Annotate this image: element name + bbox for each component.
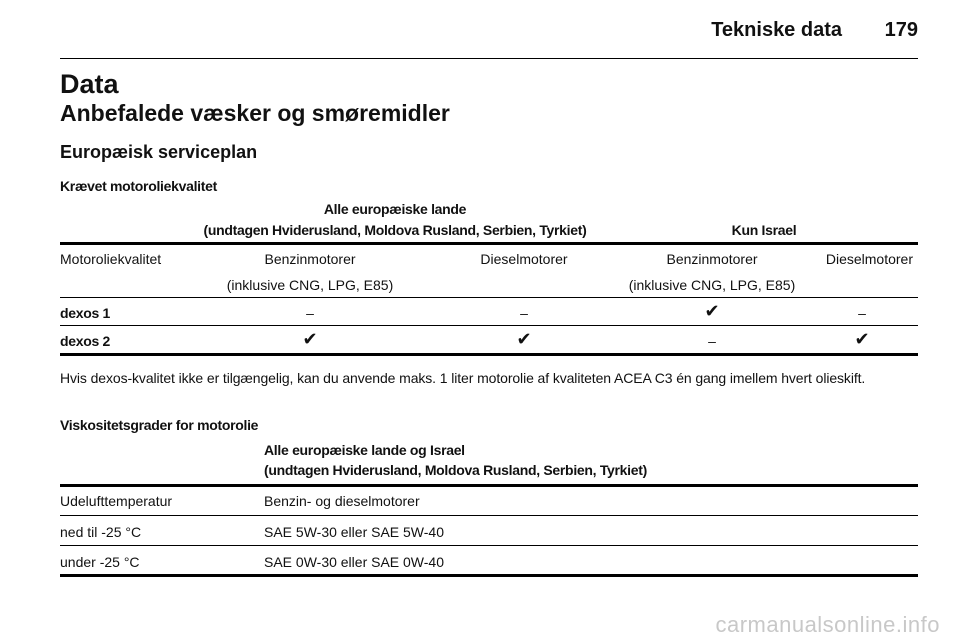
check-icon: ✔ bbox=[516, 329, 532, 349]
cell-value: – bbox=[306, 305, 314, 321]
watermark: carmanualsonline.info bbox=[715, 612, 940, 637]
table1-caption: Krævet motoroliekvalitet bbox=[60, 178, 217, 194]
col-petrol-israel: Benzinmotorer bbox=[666, 251, 758, 267]
col-engines: Benzin- og dieselmotorer bbox=[264, 493, 420, 509]
dexos-note: Hvis dexos-kvalitet ikke er tilgængelig, kan du anvende maks. 1 liter motorolie af kvaliteten ACEA C3 én gang imellem hvert olieskift. bbox=[60, 370, 866, 386]
section-heading: Europæisk serviceplan bbox=[60, 142, 258, 162]
group-israel-heading: Kun Israel bbox=[731, 222, 797, 238]
page-header bbox=[60, 14, 918, 59]
table2-caption: Viskositetsgrader for motorolie bbox=[60, 417, 259, 433]
page-title: Data bbox=[60, 69, 119, 99]
cell-value: – bbox=[858, 305, 866, 321]
row-label: dexos 1 bbox=[60, 305, 111, 321]
check-icon: ✔ bbox=[302, 329, 318, 349]
oil-cell: SAE 5W-30 eller SAE 5W-40 bbox=[264, 524, 445, 540]
cell-value: – bbox=[520, 305, 528, 321]
col-petrol-europe: Benzinmotorer bbox=[264, 251, 356, 267]
section-title: Tekniske data bbox=[711, 19, 842, 41]
table1-rule bbox=[60, 325, 918, 326]
temp-cell: ned til -25 °C bbox=[60, 524, 142, 540]
table2-bottom-rule bbox=[60, 574, 918, 577]
col-outside-temp: Udelufttemperatur bbox=[60, 493, 173, 509]
group-exceptions: (undtagen Hviderusland, Moldova Rusland, Serbien, Tyrkiet) bbox=[264, 462, 647, 478]
row-label: dexos 2 bbox=[60, 333, 111, 349]
table1-bottom-rule bbox=[60, 353, 918, 356]
group-heading: Alle europæiske lande og Israel bbox=[264, 442, 465, 458]
table2-rule bbox=[60, 545, 918, 546]
check-icon: ✔ bbox=[854, 329, 870, 349]
oil-cell: SAE 0W-30 eller SAE 0W-40 bbox=[264, 554, 445, 570]
table2-rule bbox=[60, 515, 918, 516]
group-europe-heading: Alle europæiske lande bbox=[323, 201, 467, 217]
table2-header-rule bbox=[60, 484, 918, 487]
table1-rule bbox=[60, 297, 918, 298]
col-oil-quality: Motoroliekvalitet bbox=[60, 251, 162, 267]
check-icon: ✔ bbox=[704, 301, 720, 321]
cell-value: – bbox=[708, 333, 716, 349]
col-petrol-europe-note: (inklusive CNG, LPG, E85) bbox=[226, 277, 394, 293]
group-europe-exceptions: (undtagen Hviderusland, Moldova Rusland, Serbien, Tyrkiet) bbox=[203, 222, 587, 238]
col-diesel-israel: Dieselmotorer bbox=[825, 251, 913, 267]
temp-cell: under -25 °C bbox=[60, 554, 140, 570]
page-subtitle: Anbefalede væsker og smøremidler bbox=[60, 100, 450, 126]
col-petrol-israel-note: (inklusive CNG, LPG, E85) bbox=[628, 277, 796, 293]
table1-header-rule bbox=[60, 242, 918, 245]
col-diesel-europe: Dieselmotorer bbox=[480, 251, 568, 267]
page-number: 179 bbox=[884, 19, 918, 41]
